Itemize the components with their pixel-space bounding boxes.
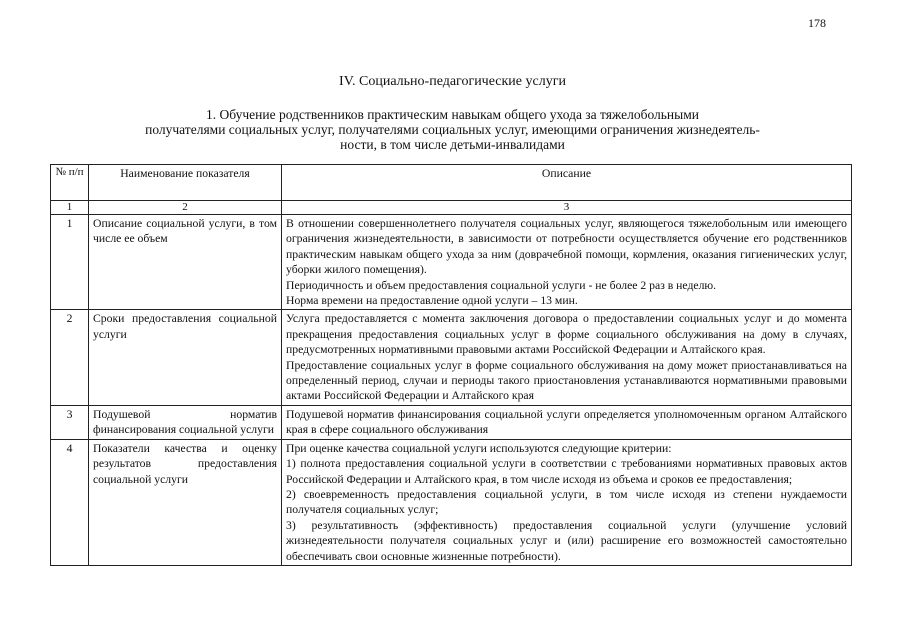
indicator-name: Сроки предоставления социальной услуги — [89, 310, 282, 405]
service-title — [80, 107, 825, 152]
row-number: 1 — [51, 215, 89, 310]
indicator-name: Описание социальной услуги, в том числе ее объем — [89, 215, 282, 310]
column-index: 2 — [89, 201, 282, 215]
header-description: Описание — [282, 165, 852, 201]
service-standard-table — [50, 164, 852, 566]
description-paragraph: Предоставление социальных услуг в форме социального обслуживания на дому может приостанавливаться на определенный период, случаи и периоды такого приостановления устанавливаются нормативными правовыми актами Российской Федерации и Алтайского края — [286, 358, 847, 403]
description-paragraph: В отношении совершеннолетнего получателя социальных услуг, являющегося тяжелобольным или имеющего ограничения жизнедеятельности, в зависимости от потребности осуществляется обучение его родственников практическим навыкам общего ухода за ним (доврачебной помощи, кормления, оказания гигиенических услуг, уборки жилого помещения). — [286, 217, 847, 277]
header-indicator-name: Наименование показателя — [89, 165, 282, 201]
column-index: 3 — [282, 201, 852, 215]
table-row — [51, 215, 852, 310]
description-paragraph: 3) результативность (эффективность) предоставления социальной услуги (улучшение условий жизнедеятельности получателя социальных услуг и (или) расширение его возможностей самостоятельно обеспечивать свои основные жизненные потребности). — [286, 518, 847, 563]
page-number: 178 — [808, 16, 826, 30]
indicator-description — [282, 310, 852, 405]
service-title-line: ности, в том числе детьми-инвалидами — [340, 137, 565, 152]
service-title-line: получателями социальных услуг, получателями социальных услуг, имеющими ограничения жизнедеятель- — [145, 122, 760, 137]
indicator-name: Показатели качества и оценку результатов предоставления социальной услуги — [89, 439, 282, 565]
indicator-description — [282, 439, 852, 565]
header-number: № п/п — [51, 165, 89, 201]
table-row — [51, 310, 852, 405]
description-paragraph: Периодичность и объем предоставления социальной услуги - не более 2 раз в неделю. — [286, 278, 717, 292]
description-paragraph: 2) своевременность предоставления социальной услуги, в том числе исходя из степени нуждаемости получателя социальных услуг; — [286, 487, 847, 517]
row-number: 4 — [51, 439, 89, 565]
description-paragraph: Подушевой норматив финансирования социальной услуги определяется уполномоченным органом Алтайского края в сфере социального обслуживания — [286, 407, 847, 437]
table-header-row — [51, 165, 852, 201]
table-row — [51, 439, 852, 565]
indicator-name: Подушевой норматив финансирования социальной услуги — [89, 405, 282, 439]
indicator-description — [282, 405, 852, 439]
column-index-row — [51, 201, 852, 215]
indicator-description — [282, 215, 852, 310]
description-paragraph: Норма времени на предоставление одной услуги – 13 мин. — [286, 294, 578, 308]
row-number: 2 — [51, 310, 89, 405]
description-paragraph: При оценке качества социальной услуги используются следующие критерии: — [286, 441, 672, 455]
section-title: IV. Социально-педагогические услуги — [339, 74, 566, 89]
description-paragraph: Услуга предоставляется с момента заключения договора о предоставлении социальных услуг и до момента прекращения предоставления социальных услуг в форме социального обслуживания на дому в случаях, предусмотренных нормативными правовыми актами Российской Федерации и Алтайского края. — [286, 312, 847, 357]
row-number: 3 — [51, 405, 89, 439]
service-title-line: 1. Обучение родственников практическим навыкам общего ухода за тяжелобольными — [206, 107, 699, 122]
table-row — [51, 405, 852, 439]
column-index: 1 — [51, 201, 89, 215]
description-paragraph: 1) полнота предоставления социальной услуги в соответствии с требованиями нормативных правовых актов Российской Федерации и Алтайского края, в том числе исходя из объема и сроков ее предоставления; — [286, 457, 847, 486]
